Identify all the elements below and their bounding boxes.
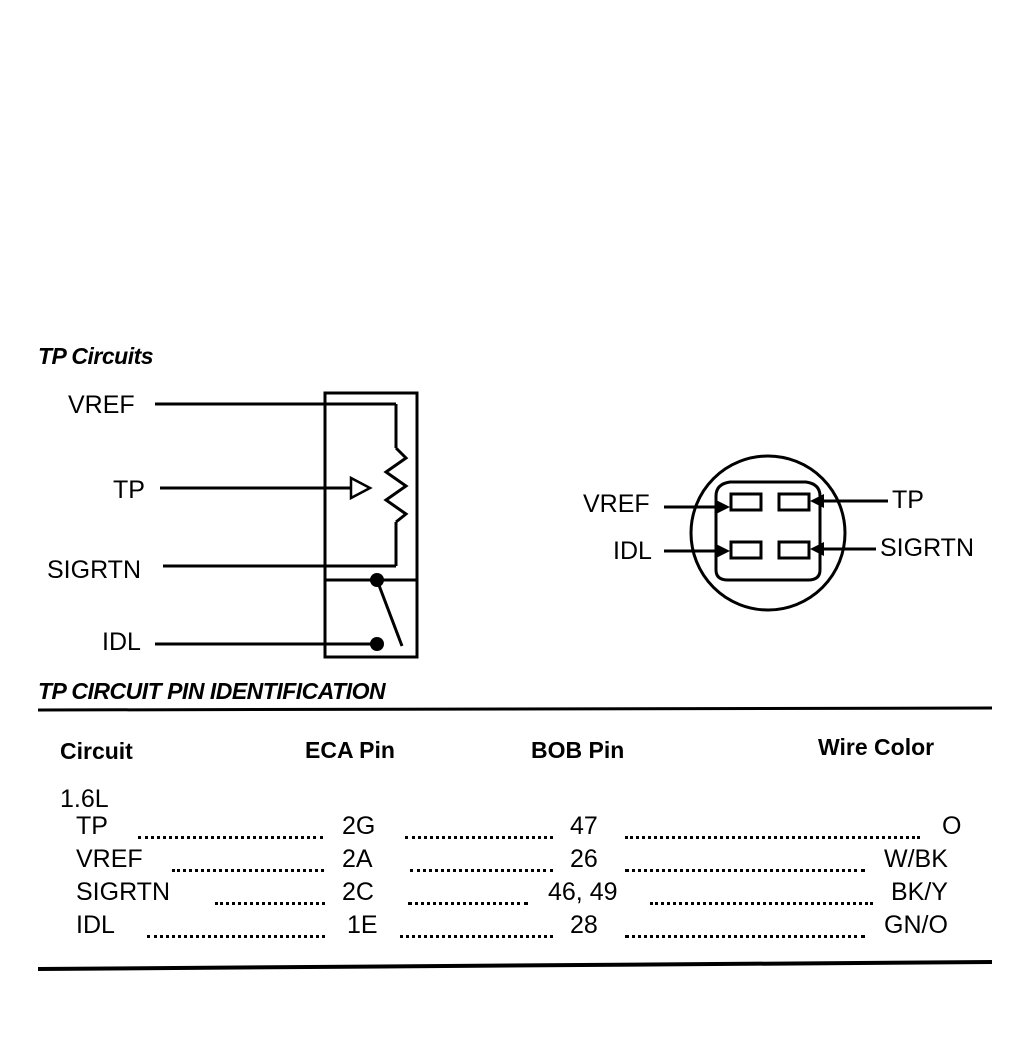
leader-dots bbox=[625, 839, 865, 872]
switch-blade bbox=[377, 580, 402, 646]
leader-dots bbox=[650, 872, 873, 905]
leader-dots bbox=[172, 839, 324, 872]
table-row bbox=[0, 911, 1030, 943]
header-wire-color: Wire Color bbox=[818, 734, 935, 760]
pin-vref bbox=[731, 494, 761, 510]
leader-dots bbox=[625, 806, 920, 839]
leader-dots bbox=[405, 806, 553, 839]
cell-wire-color: GN/O bbox=[884, 911, 948, 939]
table-title: TP CIRCUIT PIN IDENTIFICATION bbox=[38, 678, 386, 704]
pin-tp bbox=[779, 494, 809, 510]
cell-bob-pin: 46, 49 bbox=[548, 878, 618, 906]
engine-label: 1.6L bbox=[60, 785, 109, 813]
table-top-rule bbox=[38, 708, 992, 710]
leader-dots bbox=[408, 872, 528, 905]
schematic-label-idl: IDL bbox=[102, 628, 141, 656]
cell-circuit: TP bbox=[76, 812, 108, 840]
connector-outline bbox=[691, 456, 845, 610]
cell-eca-pin: 2G bbox=[342, 812, 376, 840]
leader-dots bbox=[215, 872, 325, 905]
leader-dots bbox=[138, 806, 323, 839]
arrow-tp bbox=[810, 494, 824, 508]
connector-label-sigrtn: SIGRTN bbox=[880, 534, 974, 562]
schematic-label-sigrtn: SIGRTN bbox=[47, 556, 141, 584]
switch-contact bbox=[370, 637, 384, 651]
cell-wire-color: W/BK bbox=[884, 845, 948, 873]
cell-bob-pin: 28 bbox=[570, 911, 598, 939]
connector-label-tp: TP bbox=[892, 486, 924, 514]
cell-eca-pin: 2C bbox=[342, 878, 374, 906]
header-circuit: Circuit bbox=[60, 738, 133, 764]
wiper-arrow bbox=[351, 478, 370, 498]
header-eca-pin: ECA Pin bbox=[305, 737, 395, 763]
cell-bob-pin: 26 bbox=[570, 845, 598, 873]
sensor-housing bbox=[325, 393, 417, 657]
arrow-vref bbox=[716, 500, 730, 514]
leader-dots bbox=[147, 905, 325, 938]
leader-dots bbox=[410, 839, 553, 872]
pin-sigrtn bbox=[779, 542, 809, 558]
arrow-sigrtn bbox=[810, 542, 824, 556]
connector-label-vref: VREF bbox=[583, 490, 650, 518]
schematic-label-vref: VREF bbox=[68, 391, 135, 419]
leader-dots bbox=[625, 905, 865, 938]
cell-circuit: VREF bbox=[76, 845, 143, 873]
arrow-idl bbox=[716, 544, 730, 558]
connector-label-idl: IDL bbox=[613, 537, 652, 565]
cell-circuit: SIGRTN bbox=[76, 878, 170, 906]
cell-wire-color: BK/Y bbox=[891, 878, 948, 906]
cell-eca-pin: 2A bbox=[342, 845, 373, 873]
pin-idl bbox=[731, 542, 761, 558]
cell-circuit: IDL bbox=[76, 911, 115, 939]
header-bob-pin: BOB Pin bbox=[531, 737, 625, 763]
leader-dots bbox=[400, 905, 553, 938]
cell-bob-pin: 47 bbox=[570, 812, 598, 840]
table-bottom-rule bbox=[38, 962, 992, 969]
schematic-label-tp: TP bbox=[113, 476, 145, 504]
cell-eca-pin: 1E bbox=[347, 911, 378, 939]
cell-wire-color: O bbox=[942, 812, 962, 840]
potentiometer-resistor bbox=[386, 448, 406, 522]
diagram-title: TP Circuits bbox=[38, 343, 154, 369]
